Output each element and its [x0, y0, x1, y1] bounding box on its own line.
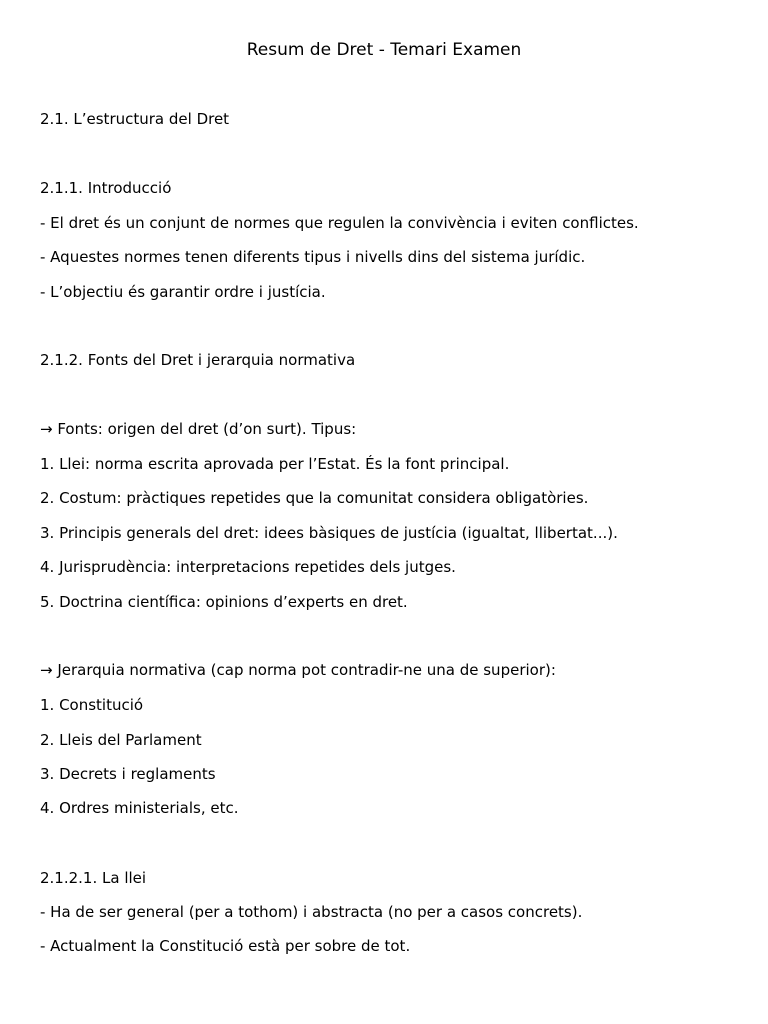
jerarquia-item: 4. Ordres ministerials, etc. — [40, 799, 239, 817]
intro-bullet: - Aquestes normes tenen diferents tipus i nivells dins del sistema jurídic. — [40, 248, 586, 266]
fonts-item: 5. Doctrina científica: opinions d’experts en dret. — [40, 593, 408, 611]
jerarquia-item: 3. Decrets i reglaments — [40, 765, 216, 783]
jerarquia-intro: → Jerarquia normativa (cap norma pot contradir-ne una de superior): — [40, 661, 556, 679]
jerarquia-item: 1. Constitució — [40, 696, 144, 714]
intro-bullet: - L’objectiu és garantir ordre i justícia. — [40, 283, 326, 301]
fonts-intro: → Fonts: origen del dret (d’on surt). Tipus: — [40, 420, 357, 438]
jerarquia-item: 2. Lleis del Parlament — [40, 731, 202, 749]
llei-bullet: - Ha de ser general (per a tothom) i abstracta (no per a casos concrets). — [40, 903, 583, 921]
fonts-item: 4. Jurisprudència: interpretacions repetides dels jutges. — [40, 558, 456, 576]
section-heading-2-1-2: 2.1.2. Fonts del Dret i jerarquia normativa — [40, 351, 356, 369]
fonts-item: 3. Principis generals del dret: idees bàsiques de justícia (igualtat, llibertat...). — [40, 524, 618, 542]
document-title: Resum de Dret - Temari Examen — [246, 40, 522, 60]
intro-bullet: - El dret és un conjunt de normes que regulen la convivència i eviten conflictes. — [40, 214, 639, 232]
fonts-item: 1. Llei: norma escrita aprovada per l’Estat. És la font principal. — [40, 455, 510, 473]
section-heading-2-1-1: 2.1.1. Introducció — [40, 179, 172, 197]
llei-bullet: - Actualment la Constitució està per sobre de tot. — [40, 937, 411, 955]
fonts-item: 2. Costum: pràctiques repetides que la comunitat considera obligatòries. — [40, 489, 589, 507]
section-heading-2-1: 2.1. L’estructura del Dret — [40, 110, 230, 128]
section-heading-2-1-2-1: 2.1.2.1. La llei — [40, 869, 147, 887]
